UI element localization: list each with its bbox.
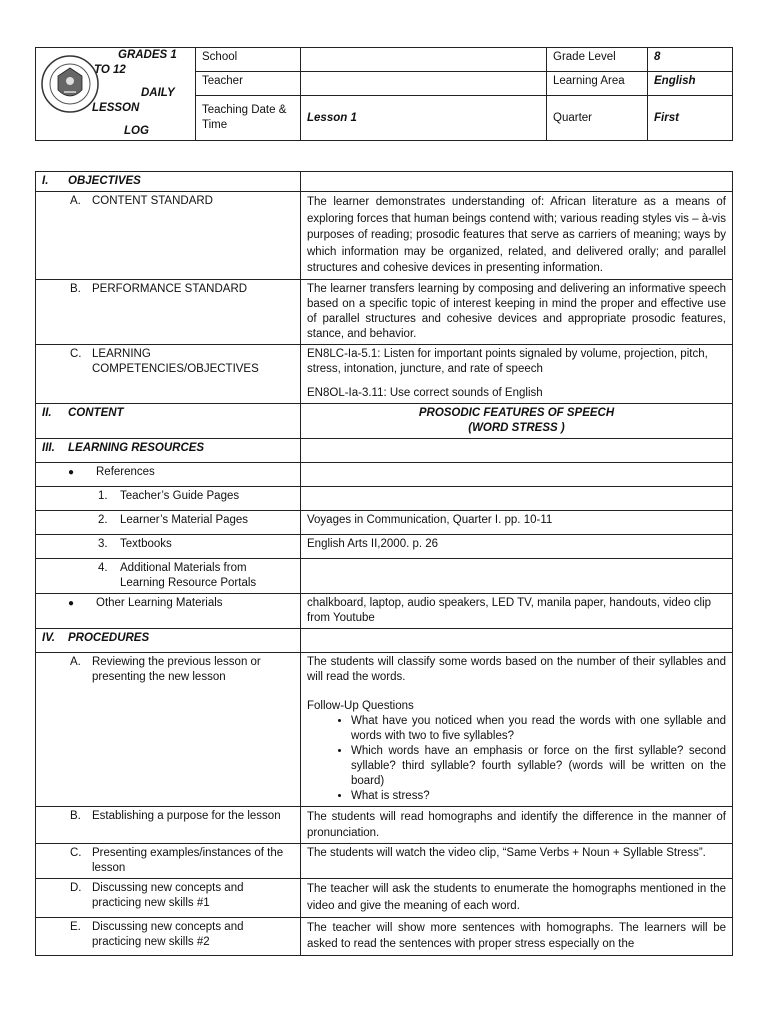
resource-title: Teacher’s Guide Pages (120, 489, 240, 502)
content-row (36, 403, 733, 438)
content-standard-title: CONTENT STANDARD (92, 195, 213, 207)
procedure-d-row (36, 878, 733, 917)
header-title-line2: TO 12 (94, 64, 126, 76)
resource-num: 3. (98, 537, 108, 550)
procedures-heading-row (36, 628, 733, 652)
learning-area-value: English (648, 72, 733, 96)
grade-level-label: Grade Level (547, 48, 648, 72)
resource-num: 1. (98, 489, 108, 502)
lesson-log-table (35, 171, 733, 956)
procedure-e-row (36, 917, 733, 955)
references-title: References (96, 465, 155, 478)
content-heading (36, 403, 301, 438)
deped-seal-icon (40, 54, 100, 114)
procedure-e-label (36, 917, 301, 955)
references-label (36, 462, 301, 486)
teaching-date-value: Lesson 1 (301, 96, 547, 141)
resources-num: III. (42, 441, 55, 454)
content-topic-line2: (WORD STRESS ) (468, 421, 565, 434)
followup-question: • What have you noticed when you read the words with one syllable and words with two to five syllables? (351, 714, 726, 744)
procedure-c-text: The students will watch the video clip, “Same Verbs + Noun + Syllable Stress”. (301, 843, 733, 878)
procedure-e-text: The teacher will show more sentences with homographs. The learners will be asked to read the sentences with proper stress especially on the (301, 917, 733, 955)
content-value (301, 403, 733, 438)
resource-title: Learner’s Material Pages (120, 513, 249, 526)
performance-standard-letter: B. (70, 282, 81, 295)
resource-label (36, 510, 301, 534)
procedure-d-label (36, 878, 301, 917)
procedures-heading (36, 628, 301, 652)
competencies-text (301, 344, 733, 403)
procedure-b-title: Establishing a purpose for the lesson (92, 809, 281, 822)
content-standard-text: The learner demonstrates understanding of: African literature as a means of exploring forces that human beings contend with; various reading styles vis – à-vis purposes of reading; prosodic features that serve as carriers of meaning; ways by which information may be organized, related, and delivered orally; and parallel structures and cohesive devices in presenting information. (301, 192, 733, 280)
other-materials-label (36, 593, 301, 628)
competencies-title-line1: LEARNING (92, 347, 151, 360)
resource-row (36, 558, 733, 593)
procedure-b-row (36, 806, 733, 843)
bullet-icon: ● (68, 466, 75, 478)
procedure-d-title: Discussing new concepts and practicing new skills #1 (92, 881, 244, 909)
performance-standard-row (36, 279, 733, 344)
followup-question: • Which words have an emphasis or force on the first syllable? second syllable? third syllable? fourth syllable? (words will be written on the board) (351, 744, 726, 789)
content-num: II. (42, 406, 52, 419)
procedure-a-value (301, 652, 733, 806)
teacher-label: Teacher (196, 72, 301, 96)
resource-value (301, 486, 733, 510)
resource-value: Voyages in Communication, Quarter I. pp. 10-11 (301, 510, 733, 534)
resource-row (36, 510, 733, 534)
procedure-b-text: The students will read homographs and identify the difference in the manner of pronunciation. (301, 806, 733, 843)
school-value (301, 48, 547, 72)
content-standard-letter: A. (70, 195, 81, 207)
content-title: CONTENT (68, 406, 124, 419)
resource-value: English Arts II,2000. p. 26 (301, 534, 733, 558)
resource-title: Textbooks (120, 537, 172, 550)
resource-row (36, 486, 733, 510)
school-label: School (196, 48, 301, 72)
competency-1: EN8LC-Ia-5.1: Listen for important points signaled by volume, projection, pitch, stress, intonation, juncture, and rate of speech (307, 347, 708, 375)
learning-area-label: Learning Area (547, 72, 648, 96)
quarter-label: Quarter (547, 96, 648, 141)
procedure-b-label (36, 806, 301, 843)
bullet-icon: ● (68, 597, 75, 609)
procedure-d-text: The teacher will ask the students to enumerate the homographs mentioned in the video and give the meaning of each word. (301, 878, 733, 917)
procedure-a-label (36, 652, 301, 806)
resource-num: 2. (98, 513, 108, 526)
competencies-title-line2: COMPETENCIES/OBJECTIVES (92, 362, 259, 375)
procedure-c-label (36, 843, 301, 878)
other-materials-row (36, 593, 733, 628)
header-table (35, 47, 733, 141)
competency-2: EN8OL-Ia-3.11: Use correct sounds of English (307, 386, 543, 399)
objectives-heading (36, 172, 301, 192)
resources-title: LEARNING RESOURCES (68, 441, 205, 454)
procedure-d-letter: D. (70, 881, 82, 894)
procedure-a-letter: A. (70, 655, 81, 668)
objectives-num: I. (42, 175, 49, 187)
resources-heading-row (36, 438, 733, 462)
objectives-heading-row (36, 172, 733, 192)
teacher-value (301, 72, 547, 96)
procedure-a-row (36, 652, 733, 806)
followup-question: • What is stress? (351, 789, 726, 804)
resource-label (36, 534, 301, 558)
procedure-e-title: Discussing new concepts and practicing new skills #2 (92, 920, 244, 948)
performance-standard-text: The learner transfers learning by composing and delivering an informative speech based on a specific topic of interest keeping in mind the proper and effective use of parallel structures and cohesive devices and appropriate prosodic features, stance, and behavior. (301, 279, 733, 344)
resource-label (36, 486, 301, 510)
header-title-line4: LESSON (92, 102, 140, 114)
followup-label: Follow-Up Questions (307, 699, 414, 712)
resource-num: 4. (98, 561, 108, 574)
resource-value (301, 558, 733, 593)
content-topic-line1: PROSODIC FEATURES OF SPEECH (418, 406, 615, 419)
header-title-line1: GRADES 1 (118, 49, 177, 61)
procedure-a-title: Reviewing the previous lesson or presenting the new lesson (92, 655, 261, 683)
procedure-b-letter: B. (70, 809, 81, 822)
references-value (301, 462, 733, 486)
resources-heading (36, 438, 301, 462)
performance-standard-title: PERFORMANCE STANDARD (92, 282, 248, 295)
procedure-c-title: Presenting examples/instances of the lesson (92, 846, 284, 874)
competencies-letter: C. (70, 347, 82, 360)
performance-standard-label (36, 279, 301, 344)
competencies-row (36, 344, 733, 403)
other-materials-title: Other Learning Materials (96, 596, 223, 609)
objectives-title: OBJECTIVES (68, 175, 141, 187)
procedure-a-text: The students will classify some words based on the number of their syllables and will read the words. (307, 655, 726, 683)
objectives-heading-value (301, 172, 733, 192)
references-row (36, 462, 733, 486)
resource-row (36, 534, 733, 558)
header-title-line3: DAILY (141, 87, 175, 99)
procedure-e-letter: E. (70, 920, 81, 933)
grade-level-value: 8 (648, 48, 733, 72)
content-standard-label (36, 192, 301, 280)
resource-title: Additional Materials from Learning Resource Portals (120, 561, 257, 589)
procedures-title: PROCEDURES (68, 631, 150, 644)
resource-label (36, 558, 301, 593)
procedures-heading-value (301, 628, 733, 652)
teaching-date-label: Teaching Date & Time (196, 96, 301, 141)
logo-cell (36, 48, 196, 141)
procedure-c-row (36, 843, 733, 878)
resources-heading-value (301, 438, 733, 462)
competencies-label (36, 344, 301, 403)
procedures-num: IV. (42, 631, 56, 644)
procedure-c-letter: C. (70, 846, 82, 859)
content-standard-row (36, 192, 733, 280)
other-materials-value: chalkboard, laptop, audio speakers, LED TV, manila paper, handouts, video clip from Youtube (301, 593, 733, 628)
header-title-line5: LOG (124, 125, 149, 137)
quarter-value: First (648, 96, 733, 141)
followup-questions (307, 714, 726, 804)
